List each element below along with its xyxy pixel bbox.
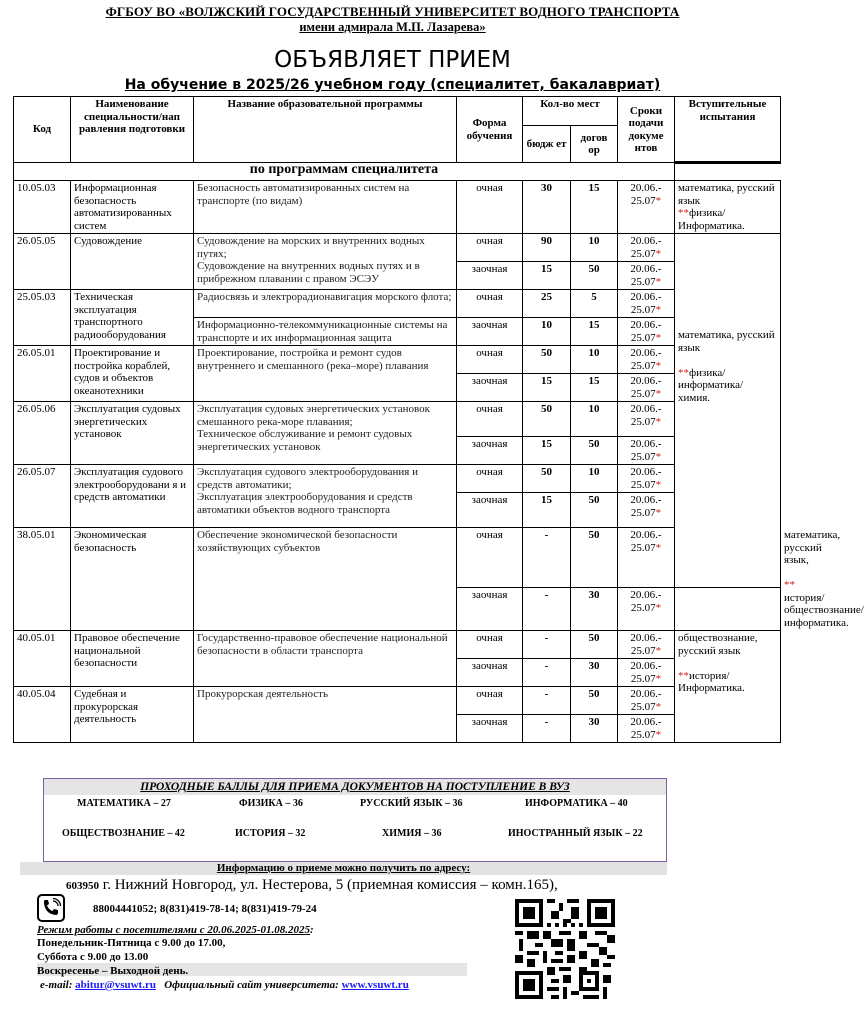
dates-cell: 20.06.- 25.07* xyxy=(618,437,675,465)
contract-cell: 50 xyxy=(571,493,618,528)
code-cell: 26.05.01 xyxy=(14,346,71,402)
contract-cell: 50 xyxy=(571,437,618,465)
score-russian: РУССКИЙ ЯЗЫК – 36 xyxy=(360,798,463,809)
contract-cell: 15 xyxy=(571,374,618,402)
contract-cell: 50 xyxy=(571,262,618,290)
contract-cell: 10 xyxy=(571,465,618,493)
dates-cell: 20.06.- 25.07* xyxy=(618,528,675,588)
email-link[interactable]: abitur@vsuwt.ru xyxy=(75,979,156,991)
table-row xyxy=(14,234,781,262)
code-cell: 25.05.03 xyxy=(14,290,71,346)
program-cell: Эксплуатация судового электрооборудования и средств автоматики; Эксплуатация электрооборудования и средств автоматики объектов водного транспорта xyxy=(194,465,457,528)
specialty-cell: Техническая эксплуатация транспортного радиооборудования xyxy=(71,290,194,346)
code-cell: 26.05.05 xyxy=(14,234,71,290)
budget-cell: - xyxy=(523,528,571,588)
program-cell: Государственно-правовое обеспечение национальной безопасности в области транспорта xyxy=(194,631,457,687)
code-cell: 40.05.01 xyxy=(14,631,71,687)
table-row xyxy=(14,346,781,374)
sunday-hours: Воскресенье – Выходной день. xyxy=(37,965,189,977)
table-row xyxy=(14,687,781,715)
dates-cell: 20.06.- 25.07* xyxy=(618,181,675,234)
phone-numbers: 88004441052; 8(831)419-78-14; 8(831)419-79-24 xyxy=(93,903,317,915)
dates-cell: 20.06.- 25.07* xyxy=(618,402,675,437)
form-cell: очная xyxy=(457,465,523,493)
header-dates: Сроки подачи докуме нтов xyxy=(618,97,675,163)
contract-cell: 10 xyxy=(571,402,618,437)
website-link[interactable]: www.vsuwt.ru xyxy=(341,979,409,991)
contract-cell: 50 xyxy=(571,528,618,588)
exams-cell: обществознание, русский язык **история/ Информатика. xyxy=(675,631,781,743)
table-row xyxy=(14,402,781,437)
specialty-cell: Экономическая безопасность xyxy=(71,528,194,631)
specialty-cell: Эксплуатация судового электрооборудовани я и средств автоматики xyxy=(71,465,194,528)
budget-cell: 15 xyxy=(523,262,571,290)
budget-cell: 15 xyxy=(523,374,571,402)
announcement-subtitle: На обучение в 2025/26 учебном году (специалитет, бакалавриат) xyxy=(124,77,661,93)
contract-cell: 30 xyxy=(571,588,618,631)
saturday-hours: Суббота с 9.00 до 13.00 xyxy=(37,951,149,963)
dates-cell: 20.06.- 25.07* xyxy=(618,588,675,631)
form-cell: заочная xyxy=(457,318,523,346)
form-cell: очная xyxy=(457,234,523,262)
table-row xyxy=(14,631,781,659)
budget-cell: 50 xyxy=(523,402,571,437)
form-cell: заочная xyxy=(457,715,523,743)
exams-cell: математика, русский язык **физика/ информатика/ химия. xyxy=(675,234,781,588)
specialty-cell: Информационная безопасность автоматизированных систем xyxy=(71,181,194,234)
university-subtitle: имени адмирала М.П. Лазарева» xyxy=(299,20,486,34)
address: 603950 г. Нижний Новгород, ул. Нестерова, 5 (приемная комиссия – комн.165), xyxy=(66,877,558,893)
code-cell: 26.05.07 xyxy=(14,465,71,528)
dates-cell: 20.06.- 25.07* xyxy=(618,290,675,318)
dates-cell: 20.06.- 25.07* xyxy=(618,262,675,290)
dates-cell: 20.06.- 25.07* xyxy=(618,234,675,262)
passing-row-1 xyxy=(44,795,666,825)
program-cell: Информационно-телекоммуникационные системы на транспорте и их информационная защита xyxy=(194,318,457,346)
score-social: ОБЩЕСТВОЗНАНИЕ – 42 xyxy=(62,828,185,839)
dates-cell: 20.06.- 25.07* xyxy=(618,318,675,346)
weekday-hours: Понедельник-Пятница с 9.00 до 17.00, xyxy=(37,937,226,949)
code-cell: 10.05.03 xyxy=(14,181,71,234)
dates-cell: 20.06.- 25.07* xyxy=(618,687,675,715)
header-form: Форма обучения xyxy=(457,97,523,163)
program-cell: Судовождение на морских и внутренних водных путях; Судовождение на внутренних водных путях и в прибрежном плавании с правом ЭСЭУ xyxy=(194,234,457,290)
header-budget: бюдж ет xyxy=(523,126,571,163)
dates-cell: 20.06.- 25.07* xyxy=(618,346,675,374)
budget-cell: - xyxy=(523,588,571,631)
code-cell: 40.05.04 xyxy=(14,687,71,743)
budget-cell: - xyxy=(523,631,571,659)
specialty-cell: Проектирование и постройка кораблей, судов и объектов океанотехники xyxy=(71,346,194,402)
score-math: МАТЕМАТИКА – 27 xyxy=(77,798,171,809)
dates-cell: 20.06.- 25.07* xyxy=(618,631,675,659)
dates-cell: 20.06.- 25.07* xyxy=(618,715,675,743)
header-exams: Вступительные испытания xyxy=(675,97,781,163)
score-history: ИСТОРИЯ – 32 xyxy=(235,828,306,839)
header-specialty: Наименование специальности/нап равления подготовки xyxy=(71,97,194,163)
specialty-cell: Судебная и прокурорская деятельность xyxy=(71,687,194,743)
form-cell: заочная xyxy=(457,493,523,528)
program-cell: Обеспечение экономической безопасности хозяйствующих субъектов xyxy=(194,528,457,631)
form-cell: заочная xyxy=(457,437,523,465)
code-cell: 38.05.01 xyxy=(14,528,71,631)
specialty-cell: Эксплуатация судовых энергетических установок xyxy=(71,402,194,465)
passing-scores-title: ПРОХОДНЫЕ БАЛЛЫ ДЛЯ ПРИЕМА ДОКУМЕНТОВ НА ПОСТУПЛЕНИЕ В ВУЗ xyxy=(44,779,666,795)
budget-cell: - xyxy=(523,715,571,743)
form-cell: очная xyxy=(457,528,523,588)
header-program: Название образовательной программы xyxy=(194,97,457,163)
table-row xyxy=(14,181,781,234)
contract-cell: 30 xyxy=(571,715,618,743)
contract-cell: 10 xyxy=(571,234,618,262)
contract-cell: 15 xyxy=(571,318,618,346)
budget-cell: 90 xyxy=(523,234,571,262)
budget-cell: - xyxy=(523,687,571,715)
passing-scores-box xyxy=(43,778,667,862)
score-physics: ФИЗИКА – 36 xyxy=(239,798,303,809)
working-hours-title: Режим работы с посетителями с 20.06.2025-01.08.2025: xyxy=(37,924,314,936)
contract-cell: 50 xyxy=(571,687,618,715)
dates-cell: 20.06.- 25.07* xyxy=(618,374,675,402)
form-cell: заочная xyxy=(457,374,523,402)
budget-cell: 50 xyxy=(523,346,571,374)
specialty-cell: Правовое обеспечение национальной безопасности xyxy=(71,631,194,687)
program-cell: Проектирование, постройка и ремонт судов внутреннего и смешанного (река–море) плавания xyxy=(194,346,457,402)
header-places: Кол-во мест xyxy=(523,97,618,126)
form-cell: очная xyxy=(457,181,523,234)
score-informatics: ИНФОРМАТИКА – 40 xyxy=(525,798,628,809)
qr-code xyxy=(515,899,615,999)
program-cell: Радиосвязь и электрорадионавигация морского флота; xyxy=(194,290,457,318)
budget-cell: 15 xyxy=(523,493,571,528)
announcement-title: ОБЪЯВЛЯЕТ ПРИЕМ xyxy=(274,47,511,73)
code-cell: 26.05.06 xyxy=(14,402,71,465)
contract-cell: 5 xyxy=(571,290,618,318)
program-cell: Безопасность автоматизированных систем на транспорте (по видам) xyxy=(194,181,457,234)
budget-cell: 10 xyxy=(523,318,571,346)
budget-cell: 30 xyxy=(523,181,571,234)
budget-cell: - xyxy=(523,659,571,687)
score-foreign: ИНОСТРАННЫЙ ЯЗЫК – 22 xyxy=(508,828,643,839)
header-contract: догов ор xyxy=(571,126,618,163)
phone-icon xyxy=(37,894,65,922)
specialty-cell: Судовождение xyxy=(71,234,194,290)
contacts: e-mail: abitur@vsuwt.ru Официальный сайт университета: www.vsuwt.ru xyxy=(40,979,409,991)
program-cell: Прокурорская деятельность xyxy=(194,687,457,743)
budget-cell: 15 xyxy=(523,437,571,465)
form-cell: очная xyxy=(457,290,523,318)
budget-cell: 50 xyxy=(523,465,571,493)
exams-cell: математика, русский язык **физика/ Информатика. xyxy=(675,181,781,234)
contract-cell: 15 xyxy=(571,181,618,234)
table-row xyxy=(14,465,781,493)
form-cell: заочная xyxy=(457,262,523,290)
budget-cell: 25 xyxy=(523,290,571,318)
table-row: 38.05.01 Экономическая безопасность Обеспечение экономической безопасности хозяйствующих субъектов очная - 50 20.06.- 25.07* математика, русский язык, ** история/ обществознание/ информатика. xyxy=(14,528,781,588)
passing-row-2 xyxy=(44,825,666,855)
form-cell: очная xyxy=(457,631,523,659)
program-cell: Эксплуатация судовых энергетических установок смешанного река-море плавания; Техническое обслуживание и ремонт судовых энергетических установок xyxy=(194,402,457,465)
form-cell: очная xyxy=(457,346,523,374)
contract-cell: 30 xyxy=(571,659,618,687)
score-chemistry: ХИМИЯ – 36 xyxy=(382,828,442,839)
university-name: ФГБОУ ВО «ВОЛЖСКИЙ ГОСУДАРСТВЕННЫЙ УНИВЕРСИТЕТ ВОДНОГО ТРАНСПОРТА xyxy=(105,4,680,19)
table-row xyxy=(14,290,781,318)
form-cell: заочная xyxy=(457,659,523,687)
admission-table xyxy=(13,96,864,743)
contract-cell: 10 xyxy=(571,346,618,374)
form-cell: очная xyxy=(457,687,523,715)
dates-cell: 20.06.- 25.07* xyxy=(618,659,675,687)
form-cell: очная xyxy=(457,402,523,437)
info-title: Информацию о приеме можно получить по адресу: xyxy=(20,862,667,875)
form-cell: заочная xyxy=(457,588,523,631)
dates-cell: 20.06.- 25.07* xyxy=(618,493,675,528)
section-title: по программам специалитета xyxy=(14,163,675,181)
dates-cell: 20.06.- 25.07* xyxy=(618,465,675,493)
header-code: Код xyxy=(14,97,71,163)
contract-cell: 50 xyxy=(571,631,618,659)
